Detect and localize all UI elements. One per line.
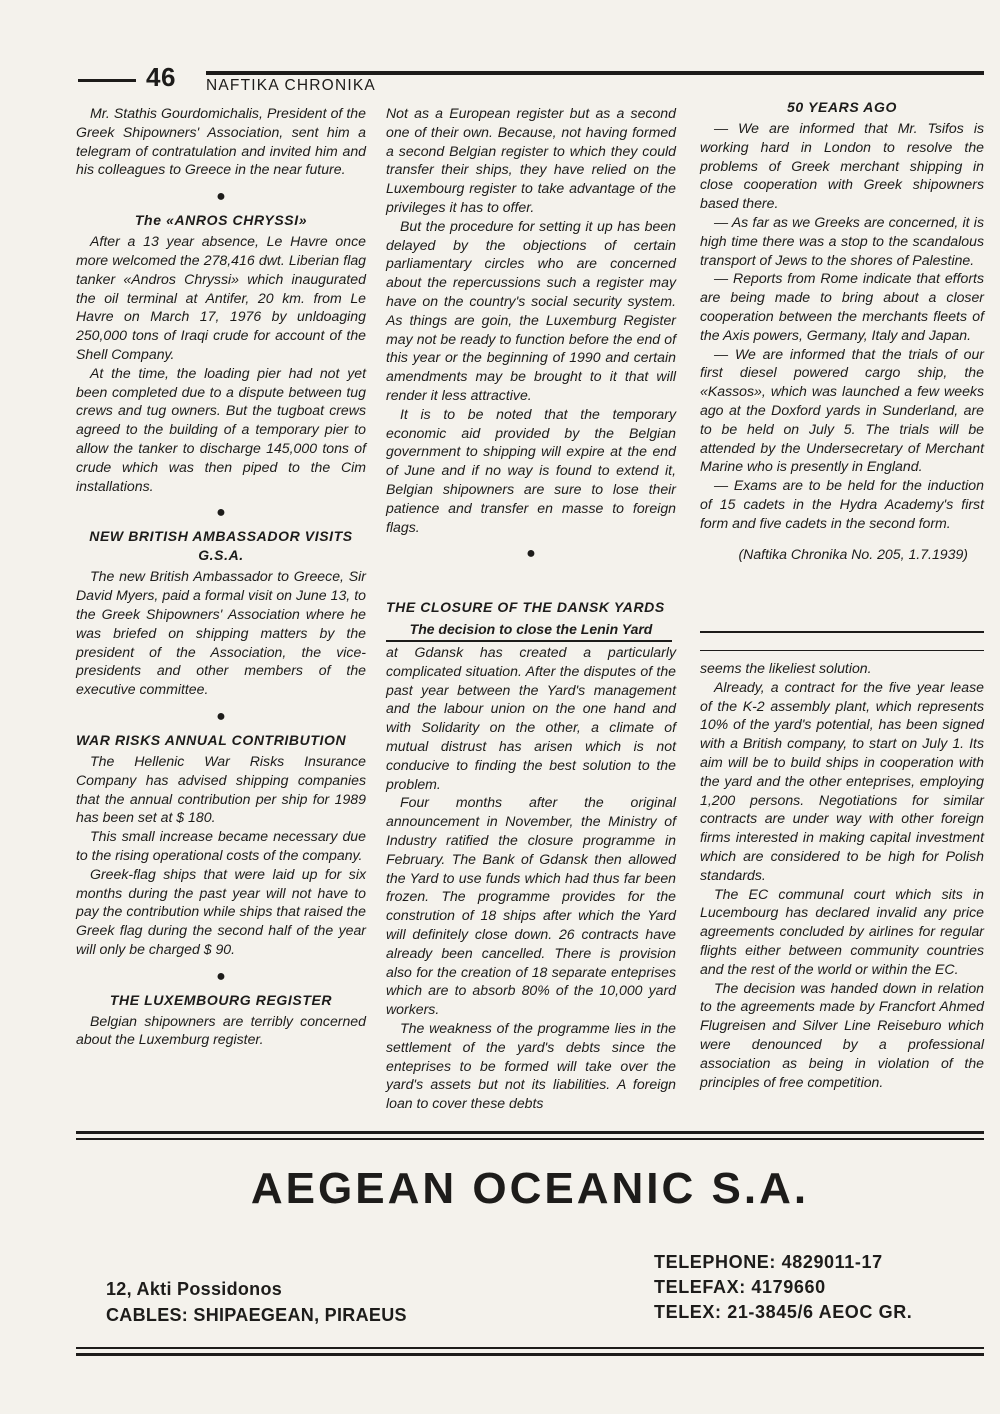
dansk-paragraph-4: seems the likeliest solution.: [700, 660, 872, 676]
fifty-paragraph-5: — Exams are to be held for the induction of 15 cadets in the Hydra Academy's first form and five cadets in the second form.: [700, 477, 984, 531]
ad-telex: TELEX: 21-3845/6 AEOC GR.: [654, 1302, 913, 1322]
article-title-war-risks: WAR RISKS ANNUAL CONTRIBUTION: [76, 731, 347, 748]
anros-paragraph-1: After a 13 year absence, Le Havre once more welcomed the 278,416 dwt. Liberian flag tanker «Andros Chryssi» which inaugurated the oil terminal at Antifer, 20 km. from Le Havre on March 17, 1976 by unldoaging 250,000 tons of Iraqi crude for account of the Shell Company.: [76, 233, 366, 362]
ec-paragraph-2: The decision was handed down in relation to the agreements made by Francfort Ahmed Flugreisen and Silver Line Reiseburo which were denounced by a professional association as being in violation of the principles of free competition.: [700, 979, 984, 1090]
ad-rule-bottom: [76, 1347, 984, 1349]
bullet-separator: ●: [216, 967, 226, 985]
luxembourg-paragraph-2: Not as a European register but as a second one of their own. Because, not having formed a second Belgian register to which they could transfer their ships, they have relied on the Luxembourg register to take advantage of the privileges it has to offer.: [386, 105, 676, 215]
fifty-box-rule-thin: [700, 650, 984, 651]
article-title-dansk: THE CLOSURE OF THE DANSK YARDS: [386, 599, 665, 615]
fifty-paragraph-3: — Reports from Rome indicate that efforts are being made to bring about a closer cooperation between the merchants fleets of the Axis powers, Germany, Italy and Japan.: [700, 270, 984, 343]
ad-cables: CABLES: SHIPAEGEAN, PIRAEUS: [106, 1305, 407, 1325]
war-paragraph-1: The Hellenic War Risks Insurance Company has advised shipping companies that the annual contribution per ship for 1989 has been set at $ 180.: [76, 752, 366, 826]
ad-contact-block: [654, 1250, 912, 1325]
fifty-paragraph-1: — We are informed that Mr. Tsifos is working hard in London to resolve the problems of Greek merchant shipping in close cooperation with Greek shipowners based there.: [700, 120, 984, 212]
page-number: 46: [146, 62, 176, 92]
dansk-subtitle-rule: [386, 640, 672, 642]
article-title-anros: The «ANROS CHRYSSI»: [134, 212, 308, 229]
column-2: [386, 104, 676, 568]
ad-rule-top-2: [76, 1138, 984, 1140]
column-3: [700, 98, 984, 563]
bullet-separator: ●: [526, 545, 536, 563]
ad-rule-top: [76, 1131, 984, 1134]
column-2-dansk: [386, 598, 676, 1113]
fifty-paragraph-2: — As far as we Greeks are concerned, it is high time there was a stop to the scandalous transport of Jews to the shores of Palestine.: [700, 213, 984, 268]
intro-paragraph: Mr. Stathis Gourdomichalis, President of the Greek Shipowners' Association, sent him a telegram of contratulation and invited him and his colleagues to Greece in the near future.: [76, 105, 366, 178]
ad-company-name: AEGEAN OCEANIC S.A.: [250, 1164, 810, 1213]
ad-address: 12, Akti Possidonos: [106, 1279, 283, 1299]
ec-paragraph-1: The EC communal court which sits in Lucembourg has declared invalid any price agreements concluded by airlines for regular flights either between community countries and the rest of the world or within the EC.: [700, 885, 984, 977]
column-1: [76, 104, 366, 1049]
article-title-ambassador: NEW BRITISH AMBASSADOR VISITS G.S.A.: [89, 528, 353, 564]
article-subtitle-dansk: The decision to close the Lenin Yard: [409, 621, 653, 637]
anros-paragraph-2: At the time, the loading pier had not yet been completed due to a dispute between tug crews and tug owners. But the tugboat crews agreed to the building of a temporary pier to allow the tanker to discharge 145,000 tons of crude which was then piped to the Cim installations.: [76, 364, 366, 494]
fifty-paragraph-4: — We are informed that the trials of our first diesel powered cargo ship, the «Kassos», which was launched a few weeks ago at the Doxford yards in Sunderland, are to be held on July 5. The trials will be attended by the Undersecretary of Merchant Marine who is presently in England.: [700, 345, 984, 475]
publication-title: NAFTIKA CHRONIKA: [206, 77, 376, 94]
header-rule-left: [78, 79, 136, 82]
ad-address-block: [106, 1276, 407, 1328]
luxembourg-paragraph-3: But the procedure for setting it up has been delayed by the objections of certain parliamentary circles who are concerned about the repercussions such a register may have on the country's social security system. As things are goin, the Luxemburg Register may not be ready to function before the end of this year or the beginning of 1990 and certain amendments may be brought to it that will render it less attractive.: [386, 217, 676, 403]
bullet-separator: ●: [216, 188, 226, 206]
article-title-luxembourg: THE LUXEMBOURG REGISTER: [109, 991, 333, 1008]
dansk-paragraph-5: Already, a contract for the five year lease of the K-2 assembly plant, which represents 10% of the yard's potential, has been signed with a British company, to start on July 1. Its aim will be to build ships in cooperation with the yard and the other enteprises, employing 1,200 persons. Negotiations for similar contracts are under way with other foreign firms interested in making capital investment which are considered to be high for Polish standards.: [700, 678, 984, 883]
header-rule-right: [206, 71, 984, 75]
fifty-box-rule: [700, 631, 984, 633]
luxembourg-paragraph-4: It is to be noted that the temporary economic aid provided by the Belgian government to shipping will expire at the end of June and if no way is found to extend it, Belgian shipowners are sure to lose their patience and transfer en masse to foreign flags.: [386, 405, 676, 535]
dansk-paragraph-2: Four months after the original announcement in November, the Ministry of Industry ratified the closure programme in February. The Bank of Gdansk then allowed the Yard to use funds which had thus far been frozen. The programme provides for the constrution of 18 ships after which the Yard will definitely close down. 26 contracts have already been cancelled. There is provision also for the creation of 18 separate enteprises which are to absorb 80% of the 10,000 yard workers.: [386, 794, 676, 1018]
war-paragraph-3: Greek-flag ships that were laid up for six months during the past year will not have to pay the contribution while ships that raised the Greek flag during the second half of the year will only be charged $ 90.: [76, 865, 366, 957]
war-paragraph-2: This small increase became necessary due to the rising operational costs of the company.: [76, 828, 366, 863]
ad-telephone: TELEPHONE: 4829011-17: [654, 1252, 883, 1272]
column-3-continued: [700, 659, 984, 1091]
dansk-paragraph-1: at Gdansk has created a particularly complicated situation. After the disputes of the past year between the Yard's management and the labour union on the one hand and with Solidarity on the other, a climate of mutual distrust has arisen which is not conducive to finding the best solution to the problem.: [386, 644, 676, 792]
luxembourg-paragraph-1: Belgian shipowners are terribly concerned about the Luxemburg register.: [76, 1012, 366, 1048]
ad-telefax: TELEFAX: 4179660: [654, 1277, 826, 1297]
bullet-separator: ●: [216, 504, 226, 522]
bullet-separator: ●: [216, 707, 226, 725]
ad-rule-bottom-2: [76, 1353, 984, 1356]
ambassador-paragraph-1: The new British Ambassador to Greece, Sir David Myers, paid a formal visit on June 13, to the Greek Shipowners' Association where he was briefed on shipping matters by the president of the Association, the vice-presidents and other members of the executive committee.: [76, 568, 366, 698]
article-title-50-years: 50 YEARS AGO: [787, 99, 897, 115]
dansk-paragraph-3: The weakness of the programme lies in the settlement of the yard's debts since the enteprises to be formed will take over the yard's assets but not its liabilities. A foreign loan to cover these debts: [386, 1019, 676, 1112]
fifty-credit: (Naftika Chronika No. 205, 1.7.1939): [738, 545, 968, 562]
